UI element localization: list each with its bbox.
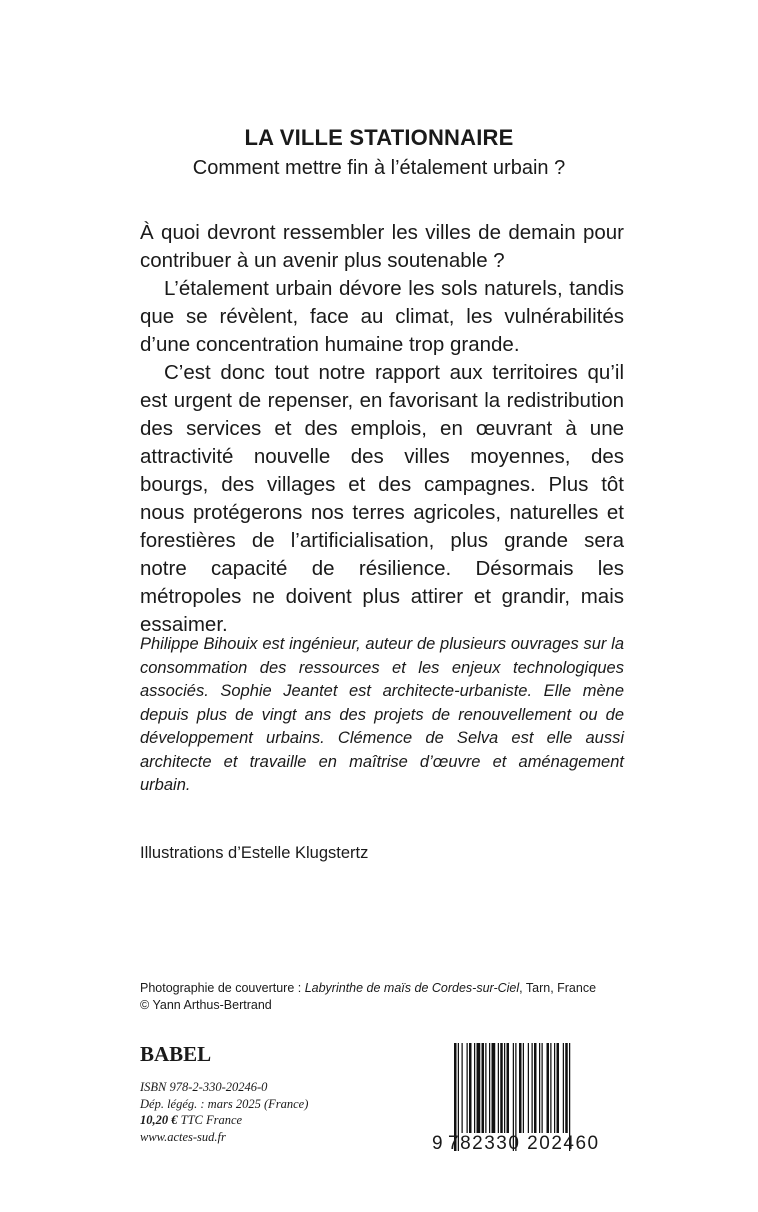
barcode-bar [489, 1043, 490, 1133]
credit-place: , Tarn, France [519, 981, 597, 995]
price-suffix: TTC France [177, 1113, 243, 1127]
barcode-bar [523, 1043, 524, 1133]
barcode-bar [498, 1043, 499, 1133]
publisher-logo: BABEL [140, 1042, 212, 1066]
cover-photo-credit [140, 980, 640, 1014]
illustrations-credit: Illustrations d’Estelle Klugstertz [140, 844, 369, 862]
barcode-first-digit: 9 [432, 1133, 445, 1154]
barcode-bar [507, 1043, 510, 1133]
author-bio-text: Philippe Bihouix est ingénieur, auteur de plusieurs ouvrages sur la consommation des ressources et les enjeux technologiques associés. Sophie Jeantet est architecte-urbaniste. Elle mène depuis plus de vingt ans des projets de renouvellement ou de développement urbains. Clémence de Selva est elle aussi architecte et travaille en maîtrise d’œuvre et aménagement urbain. [140, 635, 624, 794]
barcode-bar [477, 1043, 481, 1133]
credit-label: Photographie de couverture : [140, 981, 305, 995]
barcode-bar [482, 1043, 485, 1133]
barcode-bar [492, 1043, 496, 1133]
barcode-bar [557, 1043, 560, 1133]
price-value: 10,20 € [140, 1113, 178, 1127]
barcode-bar [550, 1043, 551, 1133]
isbn: ISBN 978-2-330-20246-0 [140, 1080, 268, 1094]
barcode-bar [554, 1043, 555, 1133]
barcode-bar [474, 1043, 475, 1133]
price [140, 1112, 308, 1129]
barcode-bar [500, 1043, 503, 1133]
barcode-bar [534, 1043, 537, 1133]
blurb-paragraph-2: L’étalement urbain dévore les sols naturels, tandis que se révèlent, face au climat, les vulnérabilités d’une concentration humaine trop grande. [140, 277, 624, 356]
barcode-bar [565, 1043, 568, 1133]
blurb [140, 219, 624, 639]
barcode-bar [547, 1043, 550, 1133]
barcode-bar [528, 1043, 529, 1133]
barcode-bar [563, 1043, 564, 1133]
barcode-bar [467, 1043, 468, 1133]
barcode-bar [469, 1043, 472, 1133]
barcode-bar [504, 1043, 505, 1133]
barcode-digits [432, 1133, 622, 1155]
blurb-paragraph-1: À quoi devront ressembler les villes de demain pour contribuer à un avenir plus soutenable ? [140, 221, 624, 272]
credit-work: Labyrinthe de maïs de Cordes-sur-Ciel [304, 981, 520, 995]
book-title: LA VILLE STATIONNAIRE [244, 125, 514, 150]
barcode-bar [519, 1043, 522, 1133]
barcode-bar [462, 1043, 463, 1133]
blurb-paragraph-3: C’est donc tout notre rapport aux territoires qu’il est urgent de repenser, en favorisant la redistribution des services et des emplois, en œuvrant à une attractivité nouvelle des villes moyennes, des bourgs, des villages et des campagnes. Plus tôt nous protégerons nos terres agricoles, naturelles et forestières de l’artificialisation, plus grande sera notre capacité de résilience. Désormais les métropoles ne doivent plus attirer et grandir, mais essaimer. [140, 361, 624, 636]
barcode-bar [532, 1043, 533, 1133]
book-subtitle: Comment mettre fin à l’étalement urbain ? [192, 157, 566, 179]
credit-copyright: © Yann Arthus-Bertrand [140, 998, 272, 1012]
legal-deposit: Dép. légég. : mars 2025 (France) [140, 1096, 309, 1111]
author-bio [140, 633, 624, 798]
barcode-bar [542, 1043, 543, 1133]
barcode-number: 782330 202460 [448, 1133, 600, 1154]
website: www.actes-sud.fr [140, 1129, 226, 1144]
title-block [0, 124, 758, 182]
barcode-bar [539, 1043, 540, 1133]
barcode-bar [485, 1043, 486, 1133]
isbn-block [140, 1079, 308, 1145]
